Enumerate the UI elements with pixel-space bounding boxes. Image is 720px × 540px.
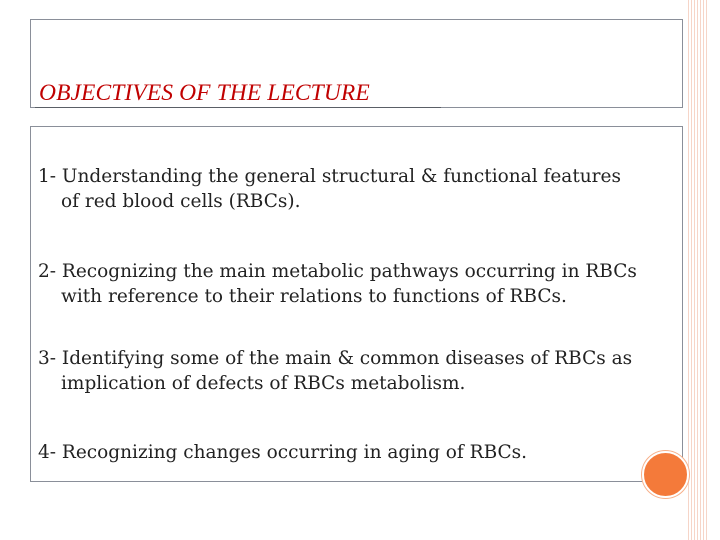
objective-2-line-1: 2- Recognizing the main metabolic pathways occurring in RBCs — [38, 261, 637, 282]
objective-1-line-2: of red blood cells (RBCs). — [61, 191, 301, 212]
decorative-side-stripe — [688, 0, 708, 540]
decorative-orange-circle — [642, 451, 689, 498]
objective-item-1 — [38, 164, 621, 214]
title-underline — [35, 107, 441, 108]
objective-2-line-2: with reference to their relations to functions of RBCs. — [61, 286, 567, 307]
objective-item-2 — [38, 259, 637, 309]
objective-item-4 — [38, 440, 527, 465]
title-panel — [30, 19, 683, 108]
objective-3-line-2: implication of defects of RBCs metabolism. — [61, 373, 466, 394]
objective-1-line-1: 1- Understanding the general structural & functional features — [38, 166, 621, 187]
objectives-panel — [30, 126, 683, 482]
objective-item-3 — [38, 346, 632, 396]
objective-3-line-1: 3- Identifying some of the main & common diseases of RBCs as — [38, 348, 633, 369]
objective-4-line-1: 4- Recognizing changes occurring in aging of RBCs. — [38, 442, 528, 463]
slide-title: OBJECTIVES OF THE LECTURE — [39, 80, 370, 106]
